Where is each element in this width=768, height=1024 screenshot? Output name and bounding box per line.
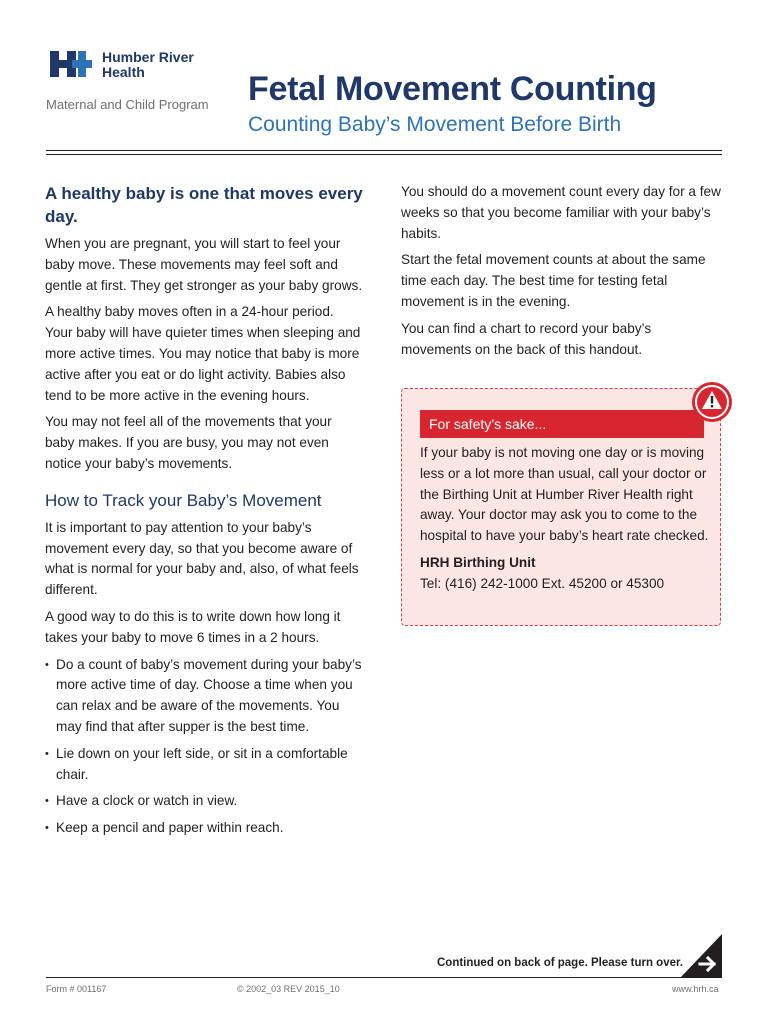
safety-banner: For safety’s sake... [420, 410, 704, 438]
birthing-unit-phone: Tel: (416) 242-1000 Ext. 45200 or 45300 [420, 575, 665, 591]
left-column [45, 182, 363, 845]
paragraph: It is important to pay attention to your baby’s movement every day, so that you become aware of what is normal for your baby and, also, of what feels different. [45, 519, 359, 598]
arrow-right-icon [680, 934, 722, 978]
header-rule-bottom [46, 154, 722, 155]
safety-body [420, 443, 712, 595]
logo-line1: Humber River [102, 49, 194, 65]
safety-box [401, 388, 721, 626]
right-column [401, 182, 721, 366]
page-title: Fetal Movement Counting [248, 70, 657, 108]
program-name: Maternal and Child Program [46, 97, 209, 112]
paragraph: You can find a chart to record your baby’s movements on the back of this handout. [401, 320, 652, 357]
revision: © 2002_03 REV 2015_10 [237, 984, 340, 994]
list-item: • Do a count of baby’s movement during your baby’s more active time of day. Choose a time when you can relax and be aware of the movements. You may find that after supper is the best time. [45, 655, 363, 738]
logo-line2: Health [102, 64, 145, 80]
paragraph: You may not feel all of the movements that your baby makes. If you are busy, you may not even notice your baby’s movements. [45, 414, 332, 471]
paragraph: A healthy baby moves often in a 24-hour period. Your baby will have quieter times when sleeping and more active times. You may notice that baby is more active after you eat or do light activity. Babies also tend to be more active in the evening hours. [45, 304, 361, 403]
list-item: • Lie down on your left side, or sit in a comfortable chair. [45, 744, 363, 786]
paragraph: Start the fetal movement counts at about the same time each day. The best time for testing fetal movement is in the evening. [401, 252, 706, 309]
safety-text: If your baby is not moving one day or is moving less or a lot more than usual, call your doctor or the Birthing Unit at Humber River Health right away. Your doctor may ask you to come to the hospital to have your baby’s heart rate checked. [420, 445, 709, 544]
list-item: • Have a clock or watch in view. [45, 791, 363, 812]
paragraph: A good way to do this is to write down how long it takes your baby to move 6 times in a 2 hours. [45, 608, 341, 645]
hospital-logo [48, 48, 218, 82]
heading-healthy-baby: A healthy baby is one that moves every day. [45, 184, 363, 226]
heading-track-movement: How to Track your Baby’s Movement [45, 490, 322, 510]
birthing-unit-title: HRH Birthing Unit [420, 554, 536, 570]
logo-text [102, 50, 194, 80]
paragraph: When you are pregnant, you will start to feel your baby move. These movements may feel soft and gentle at first. They get stronger as your baby grows. [45, 236, 363, 293]
website[interactable]: www.hrh.ca [672, 984, 719, 994]
page-subtitle: Counting Baby’s Movement Before Birth [248, 113, 622, 136]
form-number: Form # 001167 [46, 984, 107, 994]
footer-rule [46, 977, 722, 978]
steps-list [45, 655, 363, 839]
logo-mark-icon [48, 48, 94, 80]
list-item: • Keep a pencil and paper within reach. [45, 818, 363, 839]
header-rule-top [46, 150, 722, 151]
paragraph: You should do a movement count every day for a few weeks so that you become familiar with your baby’s habits. [401, 184, 721, 241]
warning-icon [690, 380, 734, 424]
continued-note: Continued on back of page. Please turn over. [437, 957, 684, 969]
